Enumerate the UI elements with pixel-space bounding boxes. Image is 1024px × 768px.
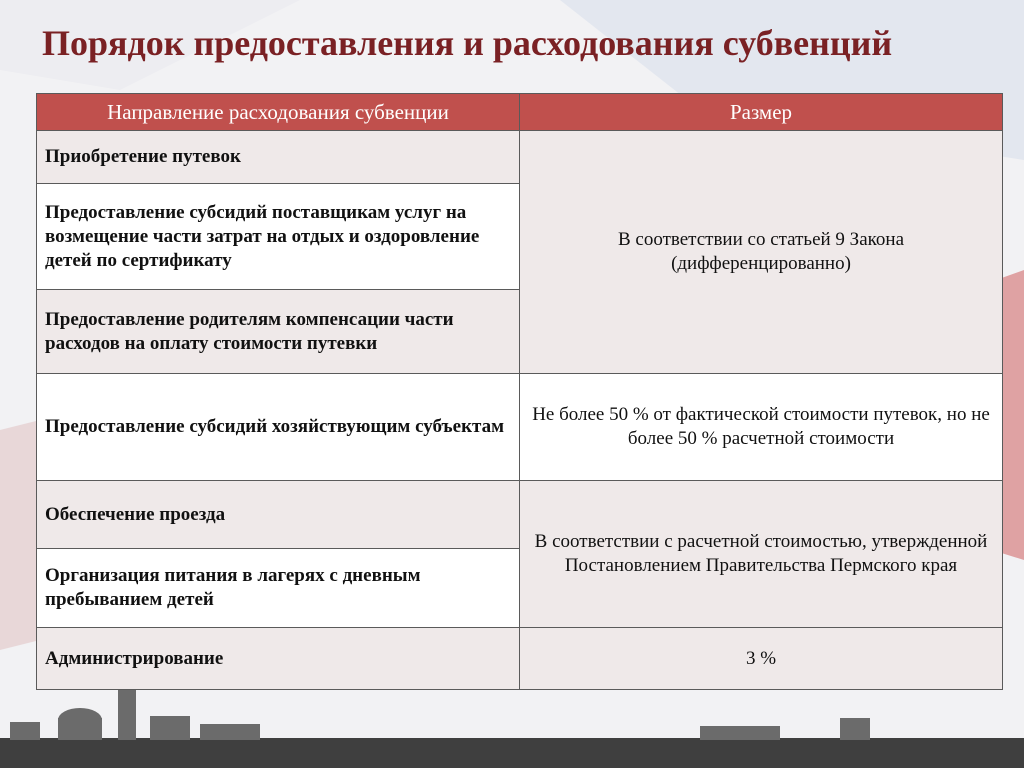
size-cell: 3 %: [520, 628, 1003, 690]
direction-cell: Администрирование: [37, 628, 520, 690]
page-title: Порядок предоставления и расходования субвенций: [42, 23, 893, 63]
table-row: [37, 481, 1003, 549]
size-cell: Не более 50 % от фактической стоимости путевок, но не более 50 % расчетной стоимости: [520, 374, 1003, 481]
direction-cell: Приобретение путевок: [37, 131, 520, 184]
column-header-size: Размер: [520, 94, 1003, 131]
column-header-direction: Направление расходования субвенции: [37, 94, 520, 131]
direction-cell: Предоставление субсидий хозяйствующим субъектам: [37, 374, 520, 481]
size-cell: В соответствии со статьей 9 Закона (дифференцированно): [520, 131, 1003, 374]
direction-cell: Предоставление субсидий поставщикам услуг на возмещение части затрат на отдых и оздоровление детей по сертификату: [37, 184, 520, 290]
table-row: [37, 131, 1003, 184]
table-row: [37, 374, 1003, 481]
subventions-table: [36, 93, 1003, 690]
direction-cell: Организация питания в лагерях с дневным пребыванием детей: [37, 549, 520, 628]
table-header-row: [37, 94, 1003, 131]
table-row: [37, 628, 1003, 690]
direction-cell: Обеспечение проезда: [37, 481, 520, 549]
direction-cell: Предоставление родителям компенсации части расходов на оплату стоимости путевки: [37, 290, 520, 374]
size-cell: В соответствии с расчетной стоимостью, утвержденной Постановлением Правительства Пермского края: [520, 481, 1003, 628]
